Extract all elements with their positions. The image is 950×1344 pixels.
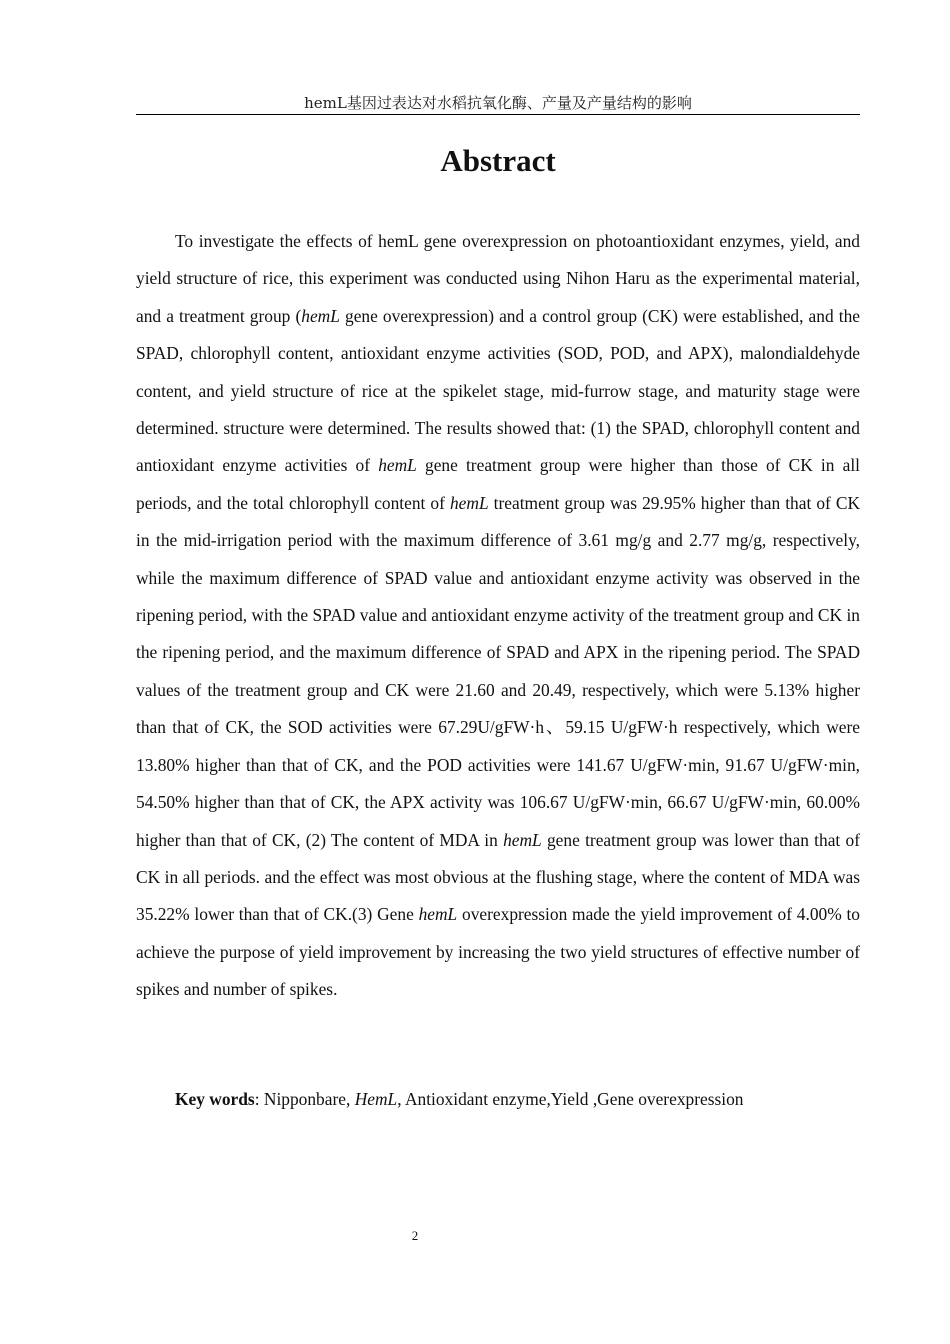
keywords-separator: : Nipponbare, [254, 1089, 355, 1109]
abstract-text-2: gene overexpression) and a control group (CK) were established, and the SPAD, chlorophyll content, antioxidant enzyme activities (SOD, POD, and APX), malondialdehyde content, and yield structure of rice at the spikelet stage, mid-furrow stage, and maturity stage were determined. structure were determined. The results showed that: (1) the SPAD, chlorophyll content and antioxidant enzyme activities of [136, 305, 861, 476]
keywords-line [136, 1081, 860, 1118]
keyword-italic: HemL [354, 1089, 398, 1109]
keywords-rest: , Antioxidant enzyme,Yield ,Gene overexpression [397, 1089, 744, 1109]
gene-name-italic-5: hemL [418, 904, 458, 925]
gene-name-italic-1: hemL [301, 305, 340, 326]
gene-name-italic-4: hemL [503, 829, 542, 850]
abstract-text-4: treatment group was 29.95% higher than that of CK in the mid-irrigation period with the maximum difference of 3.61 mg/g and 2.77 mg/g, respectively, while the maximum difference of SPAD value and antioxidant enzyme activity was observed in the ripening period, with the SPAD value and antioxidant enzyme activity of the treatment group and CK in the ripening period, and the maximum difference of SPAD and APX in the ripening period. The SPAD values of the treatment group and CK were 21.60 and 20.49, respectively, which were 5.13% higher than that of CK, the SOD activities were 67.29U/gFW·h、59.15 U/gFW·h respectively, which were 13.80% higher than that of CK, and the POD activities were 141.67 U/gFW·min, 91.67 U/gFW·min, 54.50% higher than that of CK, the APX activity was 106.67 U/gFW·min, 66.67 U/gFW·min, 60.00% higher than that of CK, (2) The content of MDA in [136, 492, 861, 850]
page-number: 2 [411, 1228, 419, 1243]
gene-name-italic-2: hemL [378, 455, 417, 476]
page-title: Abstract [440, 143, 556, 178]
running-header [136, 93, 860, 115]
gene-name-italic-3: hemL [449, 492, 489, 513]
keywords-label: Key words [175, 1089, 255, 1109]
abstract-text-6: overexpression made the yield improvement of 4.00% to achieve the purpose of yield improvement by increasing the two yield structures of effective number of spikes and number of spikes. [136, 904, 860, 1000]
abstract-text-5: gene treatment group was lower than that of CK in all periods. and the effect was most obvious at the flushing stage, where the content of MDA was 35.22% lower than that of CK.(3) Gene [136, 829, 860, 925]
running-header-title: hemL基因过表达对水稻抗氧化酶、产量及产量结构的影响 [304, 94, 692, 112]
abstract-text-1: To investigate the effects of hemL gene overexpression on photoantioxidant enzymes, yield, and yield structure of rice, this experiment was conducted using Nihon Haru as the experimental material, and a treatment group ( [136, 231, 860, 326]
abstract-paragraph [136, 223, 860, 1009]
abstract-text-3: gene treatment group were higher than those of CK in all periods, and the total chlorophyll content of [136, 455, 860, 513]
